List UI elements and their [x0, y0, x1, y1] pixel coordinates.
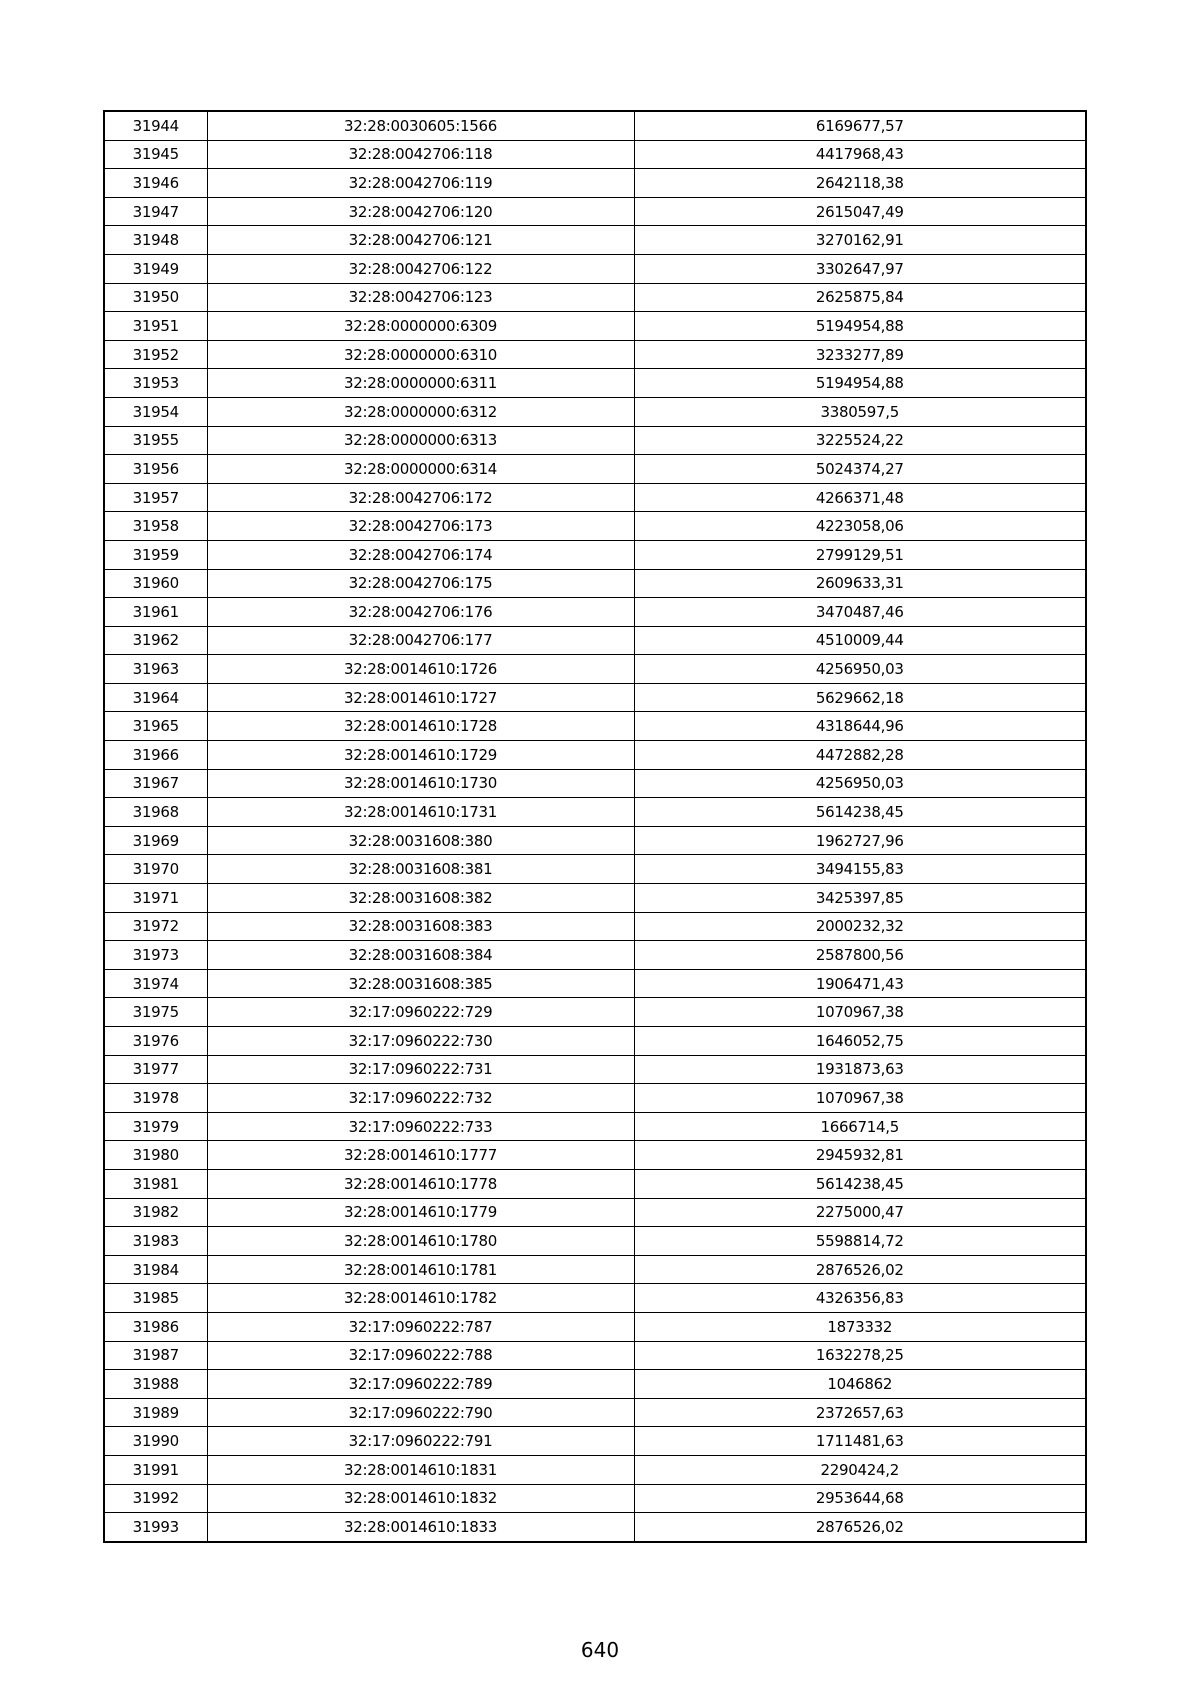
cadastral-number-cell: 32:28:0014610:1780	[207, 1227, 634, 1256]
cadastral-number-cell: 32:28:0031608:382	[207, 884, 634, 913]
cadastral-number-cell: 32:28:0042706:174	[207, 540, 634, 569]
value-cell: 3233277,89	[634, 340, 1086, 369]
row-number-cell: 31954	[104, 397, 207, 426]
value-cell: 1070967,38	[634, 998, 1086, 1027]
row-number-cell: 31950	[104, 283, 207, 312]
row-number-cell: 31987	[104, 1341, 207, 1370]
table-row	[104, 254, 1086, 283]
value-cell: 2615047,49	[634, 197, 1086, 226]
row-number-cell: 31951	[104, 312, 207, 341]
row-number-cell: 31972	[104, 912, 207, 941]
row-number-cell: 31973	[104, 941, 207, 970]
cadastral-number-cell: 32:28:0014610:1831	[207, 1455, 634, 1484]
table-row	[104, 855, 1086, 884]
table-row	[104, 1312, 1086, 1341]
row-number-cell: 31993	[104, 1513, 207, 1542]
cadastral-number-cell: 32:28:0014610:1777	[207, 1141, 634, 1170]
value-cell: 3270162,91	[634, 226, 1086, 255]
value-cell: 5024374,27	[634, 455, 1086, 484]
cadastral-number-cell: 32:17:0960222:787	[207, 1312, 634, 1341]
table-row	[104, 483, 1086, 512]
table-row	[104, 1055, 1086, 1084]
row-number-cell: 31988	[104, 1370, 207, 1399]
row-number-cell: 31969	[104, 826, 207, 855]
value-cell: 3425397,85	[634, 884, 1086, 913]
table-row	[104, 1169, 1086, 1198]
value-cell: 3494155,83	[634, 855, 1086, 884]
value-cell: 4318644,96	[634, 712, 1086, 741]
table-body	[104, 111, 1086, 1542]
row-number-cell: 31963	[104, 655, 207, 684]
row-number-cell: 31959	[104, 540, 207, 569]
value-cell: 1666714,5	[634, 1112, 1086, 1141]
value-cell: 1906471,43	[634, 969, 1086, 998]
cadastral-number-cell: 32:28:0014610:1731	[207, 798, 634, 827]
value-cell: 2953644,68	[634, 1484, 1086, 1513]
table-row	[104, 798, 1086, 827]
table-row	[104, 769, 1086, 798]
cadastral-number-cell: 32:28:0000000:6314	[207, 455, 634, 484]
row-number-cell: 31949	[104, 254, 207, 283]
table-row	[104, 655, 1086, 684]
value-cell: 1711481,63	[634, 1427, 1086, 1456]
value-cell: 5614238,45	[634, 798, 1086, 827]
value-cell: 2000232,32	[634, 912, 1086, 941]
row-number-cell: 31952	[104, 340, 207, 369]
value-cell: 2876526,02	[634, 1513, 1086, 1542]
cadastral-table	[103, 110, 1087, 1543]
cadastral-number-cell: 32:17:0960222:731	[207, 1055, 634, 1084]
value-cell: 2372657,63	[634, 1398, 1086, 1427]
value-cell: 4510009,44	[634, 626, 1086, 655]
cadastral-number-cell: 32:28:0000000:6312	[207, 397, 634, 426]
cadastral-number-cell: 32:28:0014610:1730	[207, 769, 634, 798]
row-number-cell: 31978	[104, 1084, 207, 1113]
value-cell: 5194954,88	[634, 369, 1086, 398]
table-row	[104, 569, 1086, 598]
row-number-cell: 31980	[104, 1141, 207, 1170]
table-row	[104, 169, 1086, 198]
cadastral-number-cell: 32:17:0960222:732	[207, 1084, 634, 1113]
table-row	[104, 912, 1086, 941]
table-row	[104, 1255, 1086, 1284]
cadastral-number-cell: 32:28:0031608:385	[207, 969, 634, 998]
cadastral-number-cell: 32:28:0042706:175	[207, 569, 634, 598]
value-cell: 4326356,83	[634, 1284, 1086, 1313]
row-number-cell: 31944	[104, 111, 207, 140]
value-cell: 4223058,06	[634, 512, 1086, 541]
table-row	[104, 397, 1086, 426]
cadastral-number-cell: 32:28:0042706:123	[207, 283, 634, 312]
row-number-cell: 31961	[104, 598, 207, 627]
table-row	[104, 626, 1086, 655]
row-number-cell: 31983	[104, 1227, 207, 1256]
table-row	[104, 941, 1086, 970]
table-row	[104, 455, 1086, 484]
value-cell: 1070967,38	[634, 1084, 1086, 1113]
cadastral-number-cell: 32:28:0042706:172	[207, 483, 634, 512]
table-row	[104, 1112, 1086, 1141]
cadastral-number-cell: 32:28:0042706:119	[207, 169, 634, 198]
row-number-cell: 31991	[104, 1455, 207, 1484]
value-cell: 3380597,5	[634, 397, 1086, 426]
cadastral-number-cell: 32:28:0000000:6309	[207, 312, 634, 341]
row-number-cell: 31953	[104, 369, 207, 398]
value-cell: 5614238,45	[634, 1169, 1086, 1198]
table-row	[104, 312, 1086, 341]
table-row	[104, 1370, 1086, 1399]
cadastral-number-cell: 32:28:0014610:1779	[207, 1198, 634, 1227]
value-cell: 2642118,38	[634, 169, 1086, 198]
value-cell: 2587800,56	[634, 941, 1086, 970]
cadastral-number-cell: 32:28:0000000:6310	[207, 340, 634, 369]
row-number-cell: 31970	[104, 855, 207, 884]
cadastral-number-cell: 32:28:0014610:1728	[207, 712, 634, 741]
cadastral-number-cell: 32:28:0014610:1729	[207, 741, 634, 770]
cadastral-number-cell: 32:28:0031608:381	[207, 855, 634, 884]
cadastral-number-cell: 32:17:0960222:791	[207, 1427, 634, 1456]
table-row	[104, 1484, 1086, 1513]
table-row	[104, 884, 1086, 913]
value-cell: 1873332	[634, 1312, 1086, 1341]
row-number-cell: 31981	[104, 1169, 207, 1198]
table-row	[104, 1141, 1086, 1170]
row-number-cell: 31946	[104, 169, 207, 198]
row-number-cell: 31975	[104, 998, 207, 1027]
value-cell: 1632278,25	[634, 1341, 1086, 1370]
cadastral-number-cell: 32:28:0042706:176	[207, 598, 634, 627]
table-row	[104, 1398, 1086, 1427]
row-number-cell: 31964	[104, 683, 207, 712]
row-number-cell: 31966	[104, 741, 207, 770]
table-row	[104, 340, 1086, 369]
cadastral-number-cell: 32:17:0960222:730	[207, 1027, 634, 1056]
cadastral-number-cell: 32:28:0042706:177	[207, 626, 634, 655]
table-row	[104, 1284, 1086, 1313]
table-row	[104, 1084, 1086, 1113]
table-row	[104, 712, 1086, 741]
table-row	[104, 826, 1086, 855]
cadastral-number-cell: 32:28:0042706:173	[207, 512, 634, 541]
cadastral-number-cell: 32:17:0960222:729	[207, 998, 634, 1027]
row-number-cell: 31957	[104, 483, 207, 512]
row-number-cell: 31977	[104, 1055, 207, 1084]
value-cell: 4256950,03	[634, 769, 1086, 798]
table-row	[104, 741, 1086, 770]
row-number-cell: 31979	[104, 1112, 207, 1141]
cadastral-number-cell: 32:28:0031608:383	[207, 912, 634, 941]
table-row	[104, 969, 1086, 998]
value-cell: 6169677,57	[634, 111, 1086, 140]
value-cell: 4256950,03	[634, 655, 1086, 684]
table-row	[104, 369, 1086, 398]
value-cell: 1046862	[634, 1370, 1086, 1399]
value-cell: 5629662,18	[634, 683, 1086, 712]
row-number-cell: 31948	[104, 226, 207, 255]
table-row	[104, 197, 1086, 226]
table-row	[104, 140, 1086, 169]
table-row	[104, 1341, 1086, 1370]
row-number-cell: 31967	[104, 769, 207, 798]
cadastral-number-cell: 32:28:0014610:1726	[207, 655, 634, 684]
table-row	[104, 598, 1086, 627]
row-number-cell: 31976	[104, 1027, 207, 1056]
row-number-cell: 31986	[104, 1312, 207, 1341]
cadastral-number-cell: 32:28:0000000:6313	[207, 426, 634, 455]
table-row	[104, 1513, 1086, 1542]
cadastral-number-cell: 32:28:0042706:118	[207, 140, 634, 169]
cadastral-number-cell: 32:28:0030605:1566	[207, 111, 634, 140]
cadastral-number-cell: 32:28:0000000:6311	[207, 369, 634, 398]
row-number-cell: 31974	[104, 969, 207, 998]
row-number-cell: 31958	[104, 512, 207, 541]
cadastral-number-cell: 32:28:0014610:1727	[207, 683, 634, 712]
page-number: 640	[580, 1638, 620, 1662]
cadastral-number-cell: 32:28:0042706:121	[207, 226, 634, 255]
value-cell: 3470487,46	[634, 598, 1086, 627]
value-cell: 3225524,22	[634, 426, 1086, 455]
table-row	[104, 1227, 1086, 1256]
cadastral-number-cell: 32:17:0960222:733	[207, 1112, 634, 1141]
row-number-cell: 31968	[104, 798, 207, 827]
value-cell: 4472882,28	[634, 741, 1086, 770]
row-number-cell: 31945	[104, 140, 207, 169]
value-cell: 2799129,51	[634, 540, 1086, 569]
row-number-cell: 31971	[104, 884, 207, 913]
row-number-cell: 31992	[104, 1484, 207, 1513]
cadastral-number-cell: 32:17:0960222:790	[207, 1398, 634, 1427]
table-row	[104, 683, 1086, 712]
value-cell: 1962727,96	[634, 826, 1086, 855]
value-cell: 1646052,75	[634, 1027, 1086, 1056]
table-row	[104, 1455, 1086, 1484]
row-number-cell: 31956	[104, 455, 207, 484]
row-number-cell: 31960	[104, 569, 207, 598]
row-number-cell: 31962	[104, 626, 207, 655]
table-row	[104, 226, 1086, 255]
table-row	[104, 111, 1086, 140]
table-row	[104, 512, 1086, 541]
cadastral-number-cell: 32:28:0031608:384	[207, 941, 634, 970]
value-cell: 5598814,72	[634, 1227, 1086, 1256]
row-number-cell: 31947	[104, 197, 207, 226]
value-cell: 2625875,84	[634, 283, 1086, 312]
cadastral-number-cell: 32:28:0042706:120	[207, 197, 634, 226]
cadastral-number-cell: 32:17:0960222:788	[207, 1341, 634, 1370]
row-number-cell: 31985	[104, 1284, 207, 1313]
value-cell: 4266371,48	[634, 483, 1086, 512]
table-row	[104, 1027, 1086, 1056]
cadastral-number-cell: 32:28:0014610:1778	[207, 1169, 634, 1198]
table-row	[104, 998, 1086, 1027]
table-row	[104, 426, 1086, 455]
value-cell: 3302647,97	[634, 254, 1086, 283]
cadastral-number-cell: 32:28:0014610:1782	[207, 1284, 634, 1313]
row-number-cell: 31990	[104, 1427, 207, 1456]
value-cell: 2609633,31	[634, 569, 1086, 598]
cadastral-number-cell: 32:28:0031608:380	[207, 826, 634, 855]
cadastral-number-cell: 32:17:0960222:789	[207, 1370, 634, 1399]
row-number-cell: 31965	[104, 712, 207, 741]
cadastral-number-cell: 32:28:0014610:1833	[207, 1513, 634, 1542]
value-cell: 2945932,81	[634, 1141, 1086, 1170]
table-row	[104, 1427, 1086, 1456]
row-number-cell: 31982	[104, 1198, 207, 1227]
cadastral-number-cell: 32:28:0014610:1781	[207, 1255, 634, 1284]
value-cell: 2876526,02	[634, 1255, 1086, 1284]
cadastral-number-cell: 32:28:0042706:122	[207, 254, 634, 283]
row-number-cell: 31955	[104, 426, 207, 455]
value-cell: 5194954,88	[634, 312, 1086, 341]
value-cell: 2275000,47	[634, 1198, 1086, 1227]
table-row	[104, 283, 1086, 312]
value-cell: 1931873,63	[634, 1055, 1086, 1084]
table-row	[104, 1198, 1086, 1227]
value-cell: 2290424,2	[634, 1455, 1086, 1484]
value-cell: 4417968,43	[634, 140, 1086, 169]
cadastral-number-cell: 32:28:0014610:1832	[207, 1484, 634, 1513]
table-row	[104, 540, 1086, 569]
row-number-cell: 31984	[104, 1255, 207, 1284]
row-number-cell: 31989	[104, 1398, 207, 1427]
